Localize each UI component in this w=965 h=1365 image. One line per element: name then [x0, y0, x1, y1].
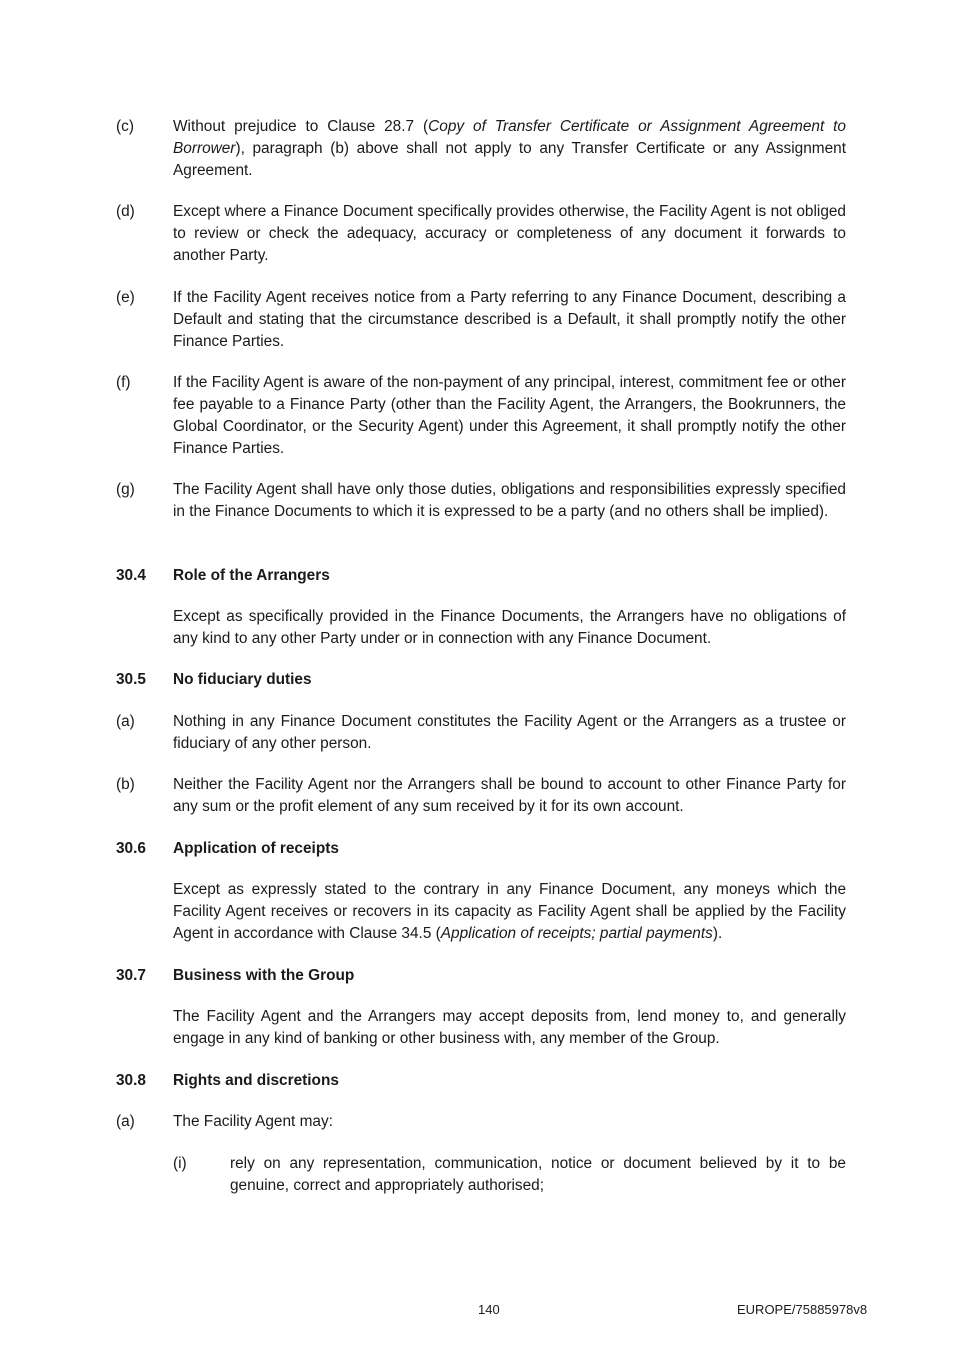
paragraph-text: Except as expressly stated to the contrary in any Finance Document, any moneys which the Facility Agent receives or recovers in its capacity as Facility Agent shall be applied by the Facility Agent in accordance with Clause 34.5 (Application of receipts; partial payments).: [173, 881, 846, 942]
paragraph-number: (c): [116, 118, 134, 135]
clause-reference: Application of receipts; partial payments: [440, 925, 713, 942]
section-number: 30.8: [116, 1072, 146, 1089]
paragraph-number: (a): [116, 713, 135, 730]
section-number: 30.6: [116, 840, 146, 857]
paragraph-number: (a): [116, 1113, 135, 1130]
page-number: 140: [478, 1302, 500, 1317]
paragraph-number: (g): [116, 481, 135, 498]
paragraph-text: The Facility Agent shall have only those duties, obligations and responsibilities expressly specified in the Finance Documents to which it is expressed to be a party (and no others shall be implied).: [173, 481, 846, 520]
paragraph-number: (d): [116, 203, 135, 220]
section-title: Application of receipts: [173, 840, 339, 857]
paragraph-text: If the Facility Agent is aware of the non-payment of any principal, interest, commitment fee or other fee payable to a Finance Party (other than the Facility Agent, the Arrangers, the Bookrunners, the Global Coordinator, or the Security Agent) under this Agreement, it shall promptly notify the other Finance Parties.: [173, 374, 846, 457]
section-title: Business with the Group: [173, 967, 355, 984]
paragraph-text: The Facility Agent and the Arrangers may accept deposits from, lend money to, and generally engage in any kind of banking or other business with, any member of the Group.: [173, 1008, 846, 1047]
section-title: No fiduciary duties: [173, 671, 312, 688]
section-title: Role of the Arrangers: [173, 567, 330, 584]
section-number: 30.7: [116, 967, 146, 984]
paragraph-text: Without prejudice to Clause 28.7 (Copy of Transfer Certificate or Assignment Agreement to Borrower), paragraph (b) above shall not apply to any Transfer Certificate or any Assignment Agreement.: [173, 118, 846, 179]
document-reference: EUROPE/75885978v8: [737, 1302, 868, 1317]
paragraph-text: Except where a Finance Document specifically provides otherwise, the Facility Agent is not obliged to review or check the adequacy, accuracy or completeness of any document it forwards to another Party.: [173, 203, 846, 264]
paragraph-text: Nothing in any Finance Document constitutes the Facility Agent or the Arrangers as a trustee or fiduciary of any other person.: [173, 713, 846, 752]
clause-reference: Copy of Transfer Certificate or Assignment Agreement to Borrower: [173, 118, 846, 157]
paragraph-text: If the Facility Agent receives notice from a Party referring to any Finance Document, describing a Default and stating that the circumstance described is a Default, it shall promptly notify the other Finance Parties.: [173, 289, 846, 350]
paragraph-number: (f): [116, 374, 131, 391]
section-number: 30.5: [116, 671, 146, 688]
paragraph-number: (b): [116, 776, 135, 793]
paragraph-text: The Facility Agent may:: [173, 1113, 333, 1130]
paragraph-number: (e): [116, 289, 135, 306]
paragraph-text: Neither the Facility Agent nor the Arrangers shall be bound to account to other Finance Party for any sum or the profit element of any sum received by it for its own account.: [173, 776, 846, 815]
section-title: Rights and discretions: [173, 1072, 339, 1089]
paragraph-text: Except as specifically provided in the Finance Documents, the Arrangers have no obligations of any kind to any other Party under or in connection with any Finance Document.: [173, 608, 846, 647]
paragraph-number: (i): [173, 1155, 187, 1172]
paragraph-text: rely on any representation, communication, notice or document believed by it to be genuine, correct and appropriately authorised;: [230, 1155, 846, 1194]
section-number: 30.4: [116, 567, 146, 584]
